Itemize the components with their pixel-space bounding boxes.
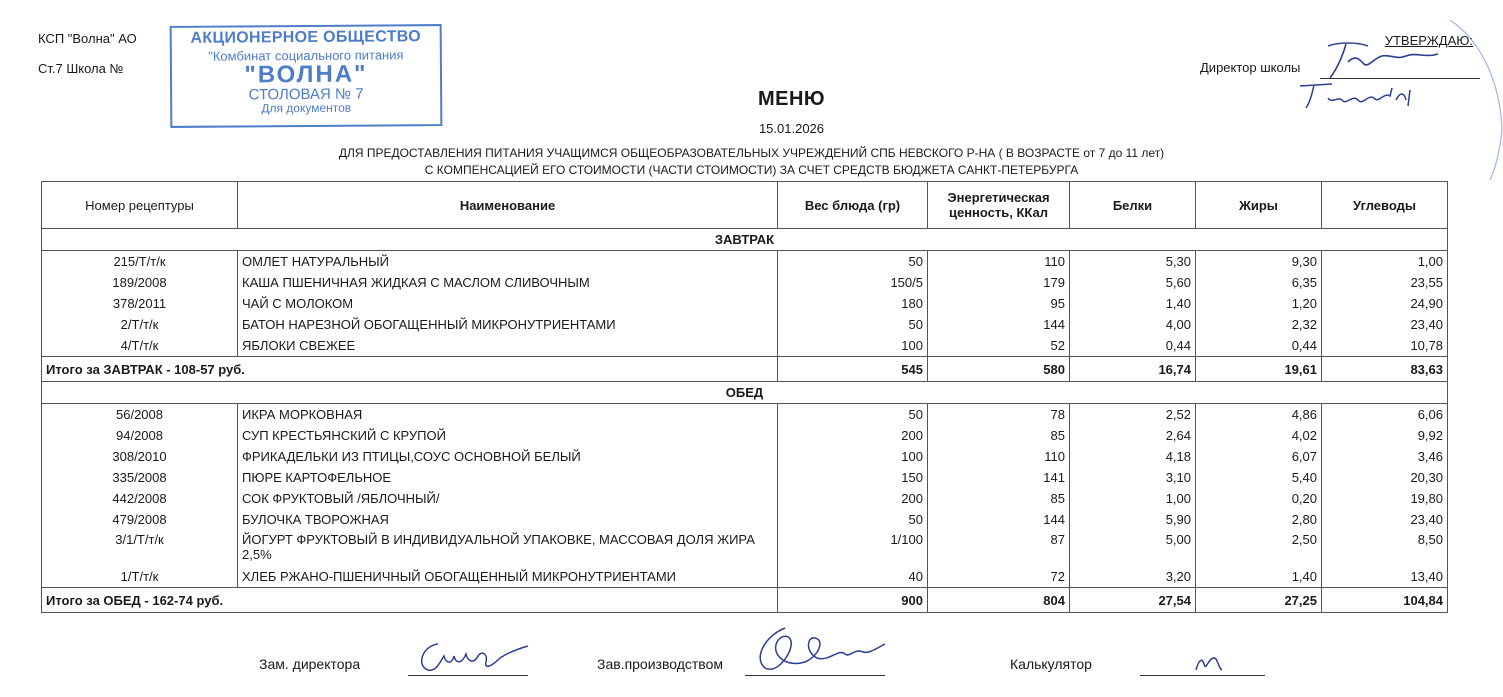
dish-fat: 6,35 (1196, 272, 1322, 293)
approval-label: УТВЕРЖДАЮ: (1384, 33, 1473, 48)
dish-carbs: 20,30 (1322, 467, 1448, 488)
stamp-line-4: СТОЛОВАЯ № 7 (248, 85, 364, 104)
recipe-number: 189/2008 (42, 272, 238, 293)
subtitle-line-2: С КОМПЕНСАЦИЕЙ ЕГО СТОИМОСТИ (ЧАСТИ СТОИМОСТИ) ЗА СЧЕТ СРЕДСТВ БЮДЖЕТА САНКТ-ПЕТЕРБУРГА (424, 163, 1079, 177)
table-header (42, 182, 1448, 229)
dish-name: ПЮРЕ КАРТОФЕЛЬНОЕ (238, 467, 778, 488)
dish-energy: 52 (928, 335, 1070, 357)
col-recipe-header: Номер рецептуры (42, 182, 238, 229)
total-carbs: 104,84 (1322, 588, 1448, 613)
stamp-line-1: АКЦИОНЕРНОЕ ОБЩЕСТВО (190, 28, 421, 47)
stamp-line-2: "Комбинат социального питания (208, 47, 404, 64)
dish-weight: 150/5 (778, 272, 928, 293)
total-row-breakfast (42, 357, 1448, 382)
organization-name: КСП "Волна" АО (38, 31, 137, 46)
dish-energy: 95 (928, 293, 1070, 314)
dish-energy: 144 (928, 509, 1070, 530)
total-energy: 804 (928, 588, 1070, 613)
col-carbs-header: Углеводы (1322, 182, 1448, 229)
col-protein-header: Белки (1070, 182, 1196, 229)
menu-table (41, 181, 1448, 613)
dish-name: ЧАЙ С МОЛОКОМ (238, 293, 778, 314)
total-row-lunch (42, 588, 1448, 613)
col-fat-header: Жиры (1196, 182, 1322, 229)
recipe-number: 1/Т/т/к (42, 566, 238, 588)
total-label: Итого за ОБЕД - 162-74 руб. (42, 588, 778, 613)
dish-carbs: 8,50 (1322, 530, 1448, 566)
dish-name: СОК ФРУКТОВЫЙ /ЯБЛОЧНЫЙ/ (238, 488, 778, 509)
dish-name: ЙОГУРТ ФРУКТОВЫЙ В ИНДИВИДУАЛЬНОЙ УПАКОВКЕ, МАССОВАЯ ДОЛЯ ЖИРА 2,5% (238, 530, 778, 566)
dish-weight: 50 (778, 404, 928, 426)
dish-carbs: 3,46 (1322, 446, 1448, 467)
dish-protein: 2,52 (1070, 404, 1196, 426)
calculator-signature (1190, 648, 1230, 678)
dish-protein: 4,00 (1070, 314, 1196, 335)
dish-carbs: 23,40 (1322, 509, 1448, 530)
dish-weight: 150 (778, 467, 928, 488)
recipe-number: 215/Т/т/к (42, 251, 238, 273)
dish-carbs: 19,80 (1322, 488, 1448, 509)
total-label: Итого за ЗАВТРАК - 108-57 руб. (42, 357, 778, 382)
dish-fat: 5,40 (1196, 467, 1322, 488)
dish-energy: 141 (928, 467, 1070, 488)
total-energy: 580 (928, 357, 1070, 382)
dish-weight: 200 (778, 488, 928, 509)
director-signature (1298, 40, 1448, 82)
section-header-lunch (42, 382, 1448, 404)
dish-weight: 40 (778, 566, 928, 588)
recipe-number: 335/2008 (42, 467, 238, 488)
dish-name: КАША ПШЕНИЧНАЯ ЖИДКАЯ С МАСЛОМ СЛИВОЧНЫМ (238, 272, 778, 293)
dish-name: ХЛЕБ РЖАНО-ПШЕНИЧНЫЙ ОБОГАЩЕННЫЙ МИКРОНУТРИЕНТАМИ (238, 566, 778, 588)
director-label: Директор школы (1200, 60, 1301, 75)
dish-carbs: 23,55 (1322, 272, 1448, 293)
dish-fat: 2,50 (1196, 530, 1322, 566)
dish-weight: 50 (778, 251, 928, 273)
dish-protein: 5,60 (1070, 272, 1196, 293)
dish-name: ИКРА МОРКОВНАЯ (238, 404, 778, 426)
dish-carbs: 24,90 (1322, 293, 1448, 314)
dish-fat: 1,20 (1196, 293, 1322, 314)
dish-energy: 78 (928, 404, 1070, 426)
dish-weight: 100 (778, 446, 928, 467)
dish-fat: 2,80 (1196, 509, 1322, 530)
dish-weight: 50 (778, 509, 928, 530)
dish-energy: 72 (928, 566, 1070, 588)
dish-weight: 50 (778, 314, 928, 335)
production-signature (745, 618, 895, 680)
table-row (42, 314, 1448, 335)
section-header-breakfast (42, 229, 1448, 251)
table-row (42, 404, 1448, 426)
dish-energy: 110 (928, 251, 1070, 273)
total-protein: 16,74 (1070, 357, 1196, 382)
recipe-number: 378/2011 (42, 293, 238, 314)
dish-name: ЯБЛОКИ СВЕЖЕЕ (238, 335, 778, 357)
section-title: ЗАВТРАК (42, 229, 1448, 251)
dish-protein: 5,00 (1070, 530, 1196, 566)
total-carbs: 83,63 (1322, 357, 1448, 382)
recipe-number: 2/Т/т/к (42, 314, 238, 335)
dish-protein: 1,00 (1070, 488, 1196, 509)
school-number: Ст.7 Школа № (38, 61, 124, 76)
dish-name: БАТОН НАРЕЗНОЙ ОБОГАЩЕННЫЙ МИКРОНУТРИЕНТАМИ (238, 314, 778, 335)
table-row (42, 251, 1448, 273)
production-manager-label: Зав.производством (597, 656, 723, 672)
dish-name: ФРИКАДЕЛЬКИ ИЗ ПТИЦЫ,СОУС ОСНОВНОЙ БЕЛЫЙ (238, 446, 778, 467)
dish-carbs: 10,78 (1322, 335, 1448, 357)
col-name-header: Наименование (238, 182, 778, 229)
stamp-line-3: "ВОЛНА" (244, 60, 368, 89)
dish-protein: 3,10 (1070, 467, 1196, 488)
dish-protein: 3,20 (1070, 566, 1196, 588)
recipe-number: 3/1/Т/т/к (42, 530, 238, 566)
dish-protein: 4,18 (1070, 446, 1196, 467)
dish-protein: 1,40 (1070, 293, 1196, 314)
dish-energy: 85 (928, 425, 1070, 446)
table-row (42, 293, 1448, 314)
deputy-signature (410, 636, 540, 678)
total-fat: 19,61 (1196, 357, 1322, 382)
dish-fat: 0,20 (1196, 488, 1322, 509)
dish-energy: 144 (928, 314, 1070, 335)
table-row (42, 530, 1448, 566)
dish-energy: 110 (928, 446, 1070, 467)
table-row (42, 425, 1448, 446)
dish-energy: 85 (928, 488, 1070, 509)
page-title: МЕНЮ (757, 88, 826, 110)
menu-table-body (42, 229, 1448, 613)
subtitle-line-1: ДЛЯ ПРЕДОСТАВЛЕНИЯ ПИТАНИЯ УЧАЩИМСЯ ОБЩЕОБРАЗОВАТЕЛЬНЫХ УЧРЕЖДЕНИЙ СПБ НЕВСКОГО Р-НА ( В ВОЗРАСТЕ от 7 до 11 лет) (338, 146, 1165, 160)
company-stamp (170, 24, 443, 128)
dish-fat: 1,40 (1196, 566, 1322, 588)
recipe-number: 94/2008 (42, 425, 238, 446)
dish-name: БУЛОЧКА ТВОРОЖНАЯ (238, 509, 778, 530)
dish-weight: 180 (778, 293, 928, 314)
dish-carbs: 13,40 (1322, 566, 1448, 588)
dish-carbs: 1,00 (1322, 251, 1448, 273)
dish-weight: 100 (778, 335, 928, 357)
total-weight: 545 (778, 357, 928, 382)
recipe-number: 442/2008 (42, 488, 238, 509)
dish-name: ОМЛЕТ НАТУРАЛЬНЫЙ (238, 251, 778, 273)
dish-fat: 4,02 (1196, 425, 1322, 446)
dish-fat: 9,30 (1196, 251, 1322, 273)
section-title: ОБЕД (42, 382, 1448, 404)
dish-name: СУП КРЕСТЬЯНСКИЙ С КРУПОЙ (238, 425, 778, 446)
table-row (42, 509, 1448, 530)
dish-energy: 179 (928, 272, 1070, 293)
dish-carbs: 9,92 (1322, 425, 1448, 446)
recipe-number: 4/Т/т/к (42, 335, 238, 357)
dish-protein: 5,30 (1070, 251, 1196, 273)
dish-fat: 4,86 (1196, 404, 1322, 426)
dish-weight: 200 (778, 425, 928, 446)
menu-date: 15.01.2026 (758, 121, 825, 136)
table-row (42, 335, 1448, 357)
dish-carbs: 23,40 (1322, 314, 1448, 335)
recipe-number: 479/2008 (42, 509, 238, 530)
table-row (42, 566, 1448, 588)
stamp-line-5: Для документов (261, 100, 352, 116)
total-protein: 27,54 (1070, 588, 1196, 613)
table-row (42, 467, 1448, 488)
table-row (42, 272, 1448, 293)
total-fat: 27,25 (1196, 588, 1322, 613)
dish-weight: 1/100 (778, 530, 928, 566)
deputy-director-label: Зам. директора (259, 656, 361, 672)
dish-protein: 2,64 (1070, 425, 1196, 446)
dish-fat: 6,07 (1196, 446, 1322, 467)
dish-energy: 87 (928, 530, 1070, 566)
col-energy-header: Энергетическая ценность, ККал (928, 182, 1070, 229)
dish-protein: 0,44 (1070, 335, 1196, 357)
table-row (42, 446, 1448, 467)
dish-fat: 0,44 (1196, 335, 1322, 357)
dish-protein: 5,90 (1070, 509, 1196, 530)
dish-fat: 2,32 (1196, 314, 1322, 335)
total-weight: 900 (778, 588, 928, 613)
table-row (42, 488, 1448, 509)
recipe-number: 308/2010 (42, 446, 238, 467)
col-weight-header: Вес блюда (гр) (778, 182, 928, 229)
dish-carbs: 6,06 (1322, 404, 1448, 426)
calculator-label: Калькулятор (1010, 656, 1092, 672)
recipe-number: 56/2008 (42, 404, 238, 426)
